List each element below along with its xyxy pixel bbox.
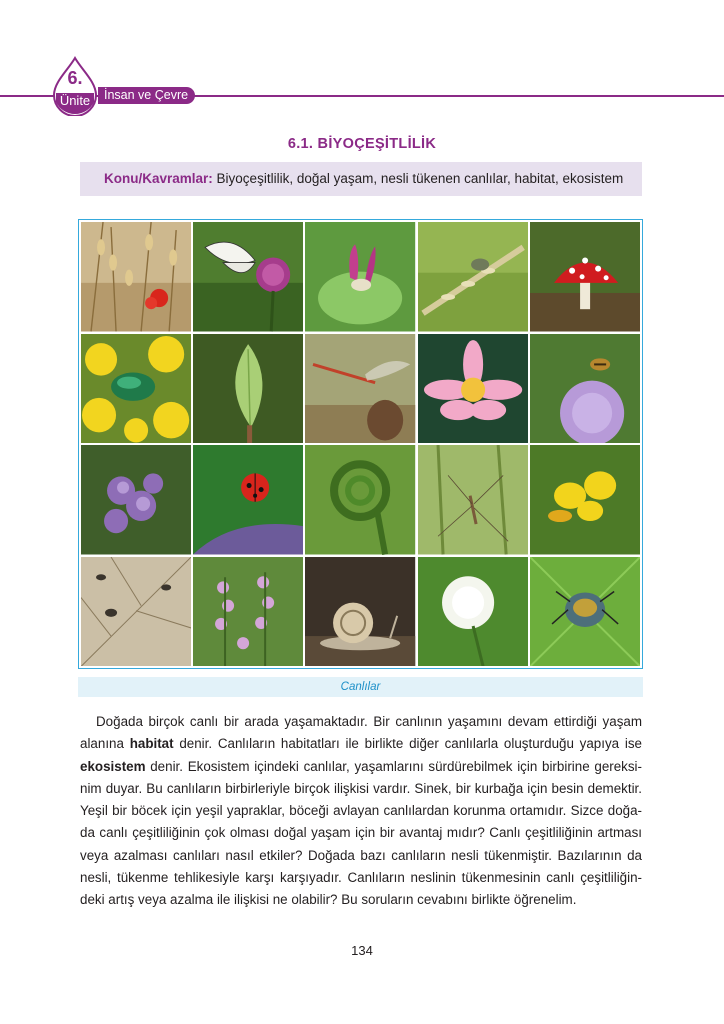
phacelia-flower-photo	[81, 445, 191, 555]
dandelion-seed-photo	[418, 557, 528, 667]
unit-number: 6.	[67, 68, 83, 88]
pink-lily-bud-photo	[305, 222, 415, 332]
unit-title: İnsan ve Çevre	[98, 87, 195, 104]
oat-grass-poppy-photo	[81, 222, 191, 332]
body-line: Doğada birçok canlı bir arada yaşamaktadır. Bir canlının yaşamını devam ettirdiği yaşam	[96, 714, 642, 729]
body-line: nesli, tükenme tehlikesiyle karşı karşıyadır. Canlıların neslinin tükenmesinin canlı çeşitliliğin-	[80, 870, 642, 886]
body-line: deki artış veya azalma ile ilişkisi ne olabilir? Bu soruların cevabını birlikte öğrenelim.	[80, 892, 577, 908]
green-beetle-yellow-flower-photo	[81, 334, 191, 444]
body-line: nim duyar. Bu canlıların birbirleriyle birçok ilişkisi vardır. Sinek, bir kurbağa için besin demektir.	[80, 780, 642, 796]
jewel-beetle-leaf-photo	[530, 557, 640, 667]
white-butterfly-clover-photo	[193, 222, 303, 332]
topics-line	[104, 162, 623, 196]
topics-text: Biyoçeşitlilik, doğal yaşam, nesli tükenen canlılar, habitat, ekosistem	[216, 171, 624, 186]
dry-leaf-photo	[81, 557, 191, 667]
dragonfly-photo	[305, 334, 415, 444]
body-line: da canlı çeşitliliğinin çok olması doğal yaşam için bir avantaj mıdır? Canlı çeşitliliğinin artması	[80, 825, 642, 841]
body-line: alanına habitat denir. Canlıların habitatları ile birlikte diğer canlılarla oluşturduğu yapıya ise	[80, 736, 642, 752]
body-line: veya azalması canlıları nasıl etkiler? Doğada bazı canlıların nesli tükenmiştir. Bazılarının da	[80, 847, 642, 863]
topics-label: Konu/Kavramlar:	[104, 171, 213, 186]
body-line: Yeşil bir böcek için yeşil yapraklar, böceği avlayan canlılardan korunma ortamıdır. Sizce doğa-	[80, 803, 642, 819]
page-number: 134	[351, 943, 373, 958]
body-line: ekosistem denir. Ekosistem içindeki canlılar, yaşamlarını sürdürebilmek için birbirine gereksi-	[80, 758, 642, 774]
photo-grid	[78, 219, 643, 669]
photo-caption: Canlılar	[78, 677, 643, 697]
unit-word: Ünite	[59, 93, 91, 108]
beetle-on-wheat-photo	[418, 222, 528, 332]
green-leaf-bud-photo	[193, 334, 303, 444]
water-lily-photo	[418, 334, 528, 444]
bee-scabiosa-photo	[530, 334, 640, 444]
fly-agaric-mushroom-photo	[530, 222, 640, 332]
snail-photo	[305, 557, 415, 667]
fern-fiddlehead-photo	[305, 445, 415, 555]
body-paragraph	[80, 711, 642, 912]
crane-fly-photo	[418, 445, 528, 555]
section-title: 6.1. BİYOÇEŞİTLİLİK	[287, 136, 437, 152]
wild-orchid-photo	[193, 557, 303, 667]
ladybug-photo	[193, 445, 303, 555]
habitat-term: habitat	[129, 736, 174, 752]
topics-box	[80, 162, 642, 196]
ekosistem-term: ekosistem	[80, 758, 146, 774]
yellow-pea-flower-photo	[530, 445, 640, 555]
